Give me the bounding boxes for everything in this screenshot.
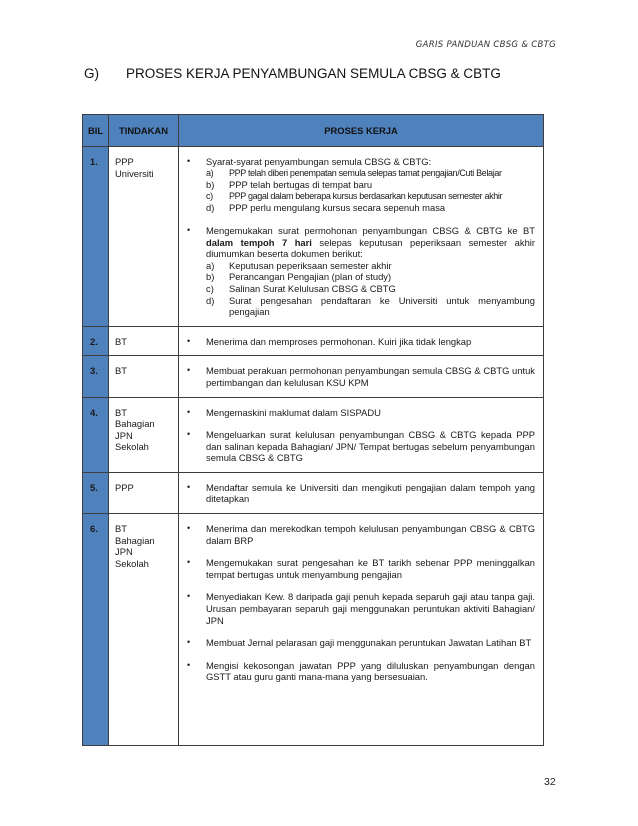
- sub-item-text: PPP telah bertugas di tempat baru: [229, 179, 373, 191]
- bullet-item: [183, 156, 535, 214]
- process-table: [82, 114, 544, 746]
- sub-item: [206, 202, 535, 214]
- tindakan-party: BT: [115, 365, 127, 377]
- sub-item-text: PPP telah diberi penempatan semula selepas tamat pengajian/Cuti Belajar: [229, 167, 502, 178]
- header-proses: PROSES KERJA: [179, 115, 544, 147]
- table-row: [83, 326, 544, 356]
- sub-item-letter: a): [206, 259, 215, 271]
- tindakan-cell: [109, 356, 179, 397]
- bullet-text: [206, 637, 535, 649]
- tindakan-party: JPN: [115, 429, 133, 441]
- tindakan-cell: [109, 147, 179, 327]
- page-number: 32: [544, 776, 556, 788]
- bullet-text: [206, 557, 535, 580]
- bullet-item: [183, 591, 535, 626]
- bullet-text: [206, 523, 535, 546]
- bullet-item: [183, 660, 535, 683]
- bullet-icon: •: [187, 481, 191, 492]
- sub-item: [206, 191, 535, 203]
- sub-item-text: Perancangan Pengajian (plan of study): [229, 271, 392, 283]
- bullet-item: [183, 407, 535, 419]
- sub-item-text: Keputusan peperiksaan semester akhir: [229, 259, 392, 271]
- bullet-icon: •: [187, 591, 191, 602]
- tindakan-party: Bahagian: [115, 534, 155, 546]
- tindakan-party: BT: [115, 335, 127, 347]
- tindakan-cell: [109, 514, 179, 746]
- bullet-text-part: Mengemukakan surat pengesahan ke BT tarikh sebenar PPP meninggalkan tempat bertugas untuk menyambung pengajian: [206, 557, 535, 580]
- bullet-icon: •: [187, 365, 191, 376]
- bullet-text-part: Mengisi kekosongan jawatan PPP yang diluluskan penyambungan dengan GSTT atau guru ganti mana-mana yang bersesuaian.: [206, 659, 535, 683]
- section-heading: [84, 66, 501, 81]
- bullet-icon: •: [187, 156, 191, 166]
- bullet-text-part: Menyediakan Kew. 8 daripada gaji penuh kepada separuh gaji atau tanpa gaji. Urusan pembayaran separuh gaji menggunakan peruntukan aktiviti Bahagian/ JPN: [206, 591, 535, 626]
- running-header: GARIS PANDUAN CBSG & CBTG: [415, 40, 556, 50]
- bullet-text-part: Mengeluarkan surat kelulusan penyambungan CBSG & CBTG kepada PPP dan salinan kepada Bahagian/ JPN/ Tempat bertugas sebelum penyambungan semula CBSG & CBTG: [206, 429, 535, 464]
- sub-item-text: PPP gagal dalam beberapa kursus berdasarkan keputusan semester akhir: [229, 190, 503, 201]
- sub-item: [206, 295, 535, 318]
- tindakan-party: PPP: [115, 156, 134, 167]
- sub-item-letter: a): [206, 167, 214, 178]
- proses-cell: [179, 514, 544, 746]
- bullet-icon: •: [187, 429, 191, 440]
- sub-item-text: Surat pengesahan pendaftaran ke Universiti untuk menyambung pengajian: [229, 294, 535, 318]
- sub-item-letter: c): [206, 282, 214, 294]
- tindakan-cell: [109, 397, 179, 472]
- sub-item-letter: c): [206, 190, 213, 201]
- row-number: 6.: [83, 514, 109, 746]
- bullet-item: [183, 557, 535, 580]
- header-bil: BIL: [83, 115, 109, 147]
- bullet-text-part: Mengemaskini maklumat dalam SISPADU: [206, 406, 381, 418]
- sub-item-letter: d): [206, 294, 215, 306]
- tindakan-party: Universiti: [115, 167, 154, 179]
- bullet-text: [206, 482, 535, 505]
- sub-item-text: PPP perlu mengulang kursus secara sepenuh masa: [229, 202, 446, 214]
- bullet-text-emphasis: dalam tempoh 7 hari: [206, 236, 312, 248]
- tindakan-party: Sekolah: [115, 441, 149, 453]
- tindakan-party: BT: [115, 523, 127, 535]
- bullet-item: [183, 523, 535, 546]
- tindakan-party: PPP: [115, 481, 134, 493]
- sub-item: [206, 283, 535, 295]
- bullet-item: [183, 482, 535, 505]
- bullet-item: [183, 429, 535, 464]
- row-number: 2.: [83, 326, 109, 356]
- bullet-item: [183, 637, 535, 649]
- bullet-icon: •: [187, 523, 191, 534]
- tindakan-party: BT: [115, 406, 127, 418]
- bullet-text: [206, 365, 535, 388]
- tindakan-party: Bahagian: [115, 418, 155, 430]
- sub-item-letter: b): [206, 179, 215, 191]
- bullet-text-part: Membuat perakuan permohonan penyambungan semula CBSG & CBTG untuk pertimbangan dan kelulusan KSU KPM: [206, 365, 535, 388]
- bullet-text-part: Mendaftar semula ke Universiti dan mengikuti pengajian dalam tempoh yang ditetapkan: [206, 481, 535, 505]
- proses-cell: [179, 472, 544, 513]
- sub-item-text: Salinan Surat Kelulusan CBSG & CBTG: [229, 282, 396, 294]
- sub-item-letter: b): [206, 271, 215, 283]
- bullet-icon: •: [187, 557, 191, 568]
- bullet-text: [206, 336, 535, 348]
- bullet-icon: •: [187, 637, 191, 648]
- bullet-icon: •: [187, 335, 191, 346]
- bullet-icon: •: [187, 659, 191, 670]
- bullet-icon: •: [187, 406, 191, 417]
- bullet-item: [183, 225, 535, 318]
- sub-item: [206, 260, 535, 272]
- row-number: 1.: [83, 147, 109, 327]
- bullet-item: [183, 365, 535, 388]
- table-row: [83, 397, 544, 472]
- table-row: [83, 514, 544, 746]
- bullet-icon: •: [187, 224, 191, 235]
- header-tindakan: TINDAKAN: [109, 115, 179, 147]
- bullet-item: [183, 336, 535, 348]
- bullet-text-part: Menerima dan memproses permohonan. Kuiri jika tidak lengkap: [206, 335, 472, 347]
- bullet-text-part: Syarat-syarat penyambungan semula CBSG & CBTG:: [206, 156, 432, 167]
- tindakan-cell: [109, 326, 179, 356]
- tindakan-party: Sekolah: [115, 557, 149, 569]
- bullet-text-part: selepas keputusan peperiksaan semester akhir diumumkan beserta dokumen berikut:: [206, 236, 535, 260]
- bullet-text: [206, 156, 535, 168]
- sub-item-letter: d): [206, 202, 215, 214]
- bullet-text: [206, 225, 535, 260]
- proses-cell: [179, 397, 544, 472]
- row-number: 5.: [83, 472, 109, 513]
- sub-item: [206, 179, 535, 191]
- bullet-text: [206, 591, 535, 626]
- proses-cell: [179, 356, 544, 397]
- bullet-text: [206, 660, 535, 683]
- bullet-text: [206, 407, 535, 419]
- row-number: 4.: [83, 397, 109, 472]
- bullet-text: [206, 429, 535, 464]
- sub-item: [206, 168, 535, 180]
- row-number: 3.: [83, 356, 109, 397]
- section-number: G): [84, 66, 99, 81]
- table-row: [83, 356, 544, 397]
- section-title: PROSES KERJA PENYAMBUNGAN SEMULA CBSG & CBTG: [126, 66, 501, 81]
- table-row: [83, 472, 544, 513]
- table-header-row: [83, 115, 544, 147]
- proses-cell: [179, 147, 544, 327]
- bullet-text-part: Menerima dan merekodkan tempoh kelulusan penyambungan CBSG & CBTG dalam BRP: [206, 523, 535, 546]
- bullet-text-part: Membuat Jernal pelarasan gaji menggunakan peruntukan Jawatan Latihan BT: [206, 637, 532, 649]
- tindakan-cell: [109, 472, 179, 513]
- sub-item: [206, 271, 535, 283]
- table-row: [83, 147, 544, 327]
- tindakan-party: JPN: [115, 546, 133, 558]
- bullet-text-part: Mengemukakan surat permohonan penyambungan CBSG & CBTG ke BT: [206, 224, 535, 236]
- proses-cell: [179, 326, 544, 356]
